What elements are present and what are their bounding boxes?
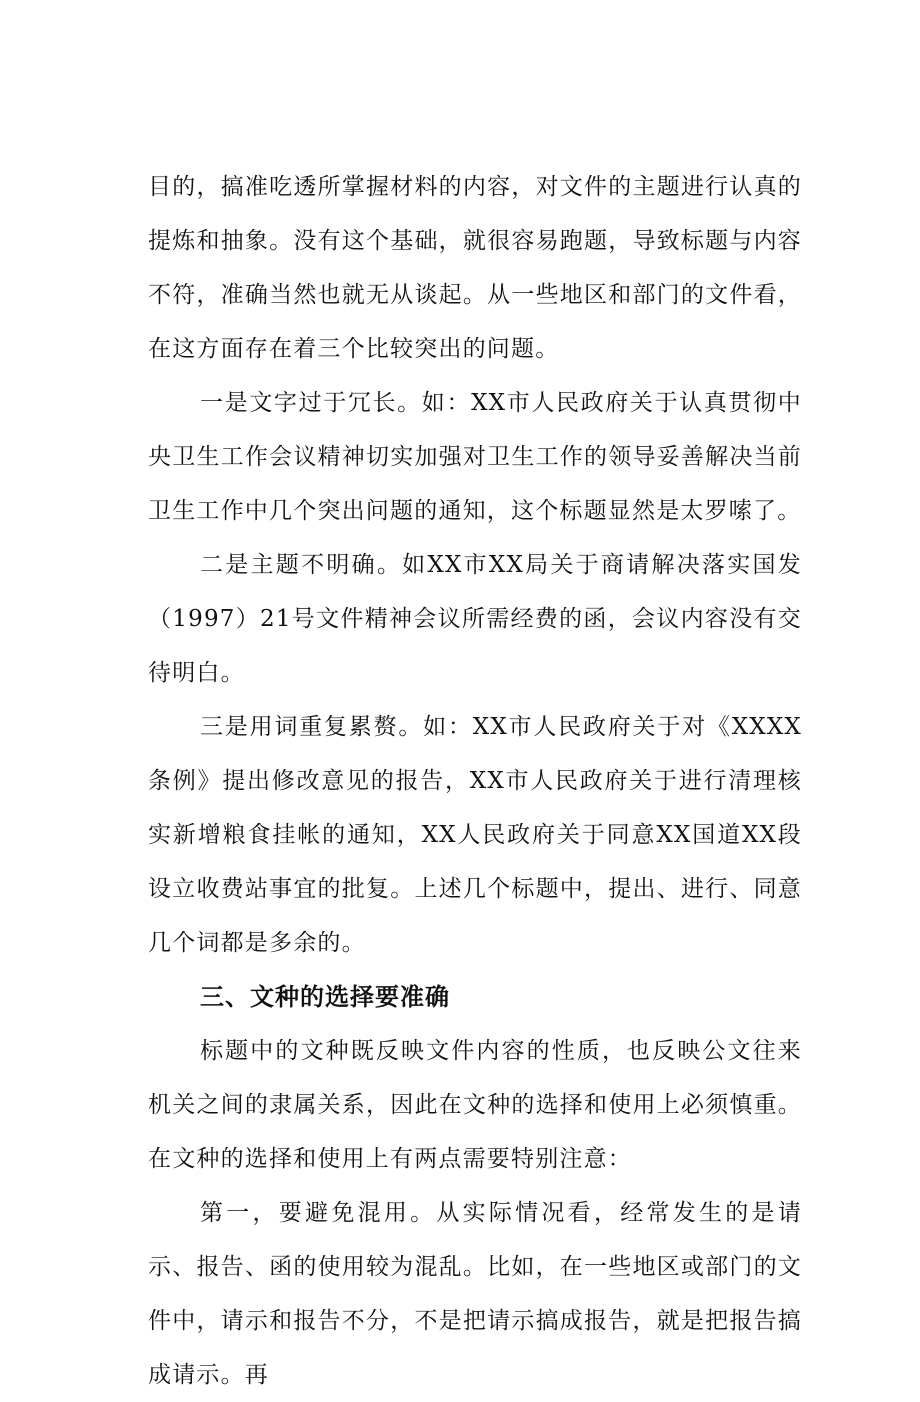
document-body	[148, 160, 802, 1402]
paragraph-problem-three: 三是用词重复累赘。如：XX市人民政府关于对《XXXX条例》提出修改意见的报告，XX市人民政府关于进行清理核实新增粮食挂帐的通知，XX人民政府关于同意XX国道XX段设立收费站事宜的批复。上述几个标题中，提出、进行、同意几个词都是多余的。	[148, 714, 802, 956]
paragraph-problem-one: 一是文字过于冗长。如：XX市人民政府关于认真贯彻中央卫生工作会议精神切实加强对卫生工作的领导妥善解决当前卫生工作中几个突出问题的通知，这个标题显然是太罗嗦了。	[148, 390, 802, 524]
paragraph-point-one: 第一，要避免混用。从实际情况看，经常发生的是请示、报告、函的使用较为混乱。比如，在一些地区或部门的文件中，请示和报告不分，不是把请示搞成报告，就是把报告搞成请示。再	[148, 1200, 802, 1388]
paragraph-section-intro: 标题中的文种既反映文件内容的性质，也反映公文往来机关之间的隶属关系，因此在文种的选择和使用上必须慎重。在文种的选择和使用上有两点需要特别注意：	[148, 1038, 802, 1172]
paragraph-problem-two: 二是主题不明确。如XX市XX局关于商请解决落实国发（1997）21号文件精神会议所需经费的函，会议内容没有交待明白。	[148, 552, 802, 686]
paragraph-continuation: 目的，搞准吃透所掌握材料的内容，对文件的主题进行认真的提炼和抽象。没有这个基础，就很容易跑题，导致标题与内容不符，准确当然也就无从谈起。从一些地区和部门的文件看，在这方面存在着三个比较突出的问题。	[148, 174, 802, 362]
section-heading: 三、文种的选择要准确	[200, 983, 450, 1011]
